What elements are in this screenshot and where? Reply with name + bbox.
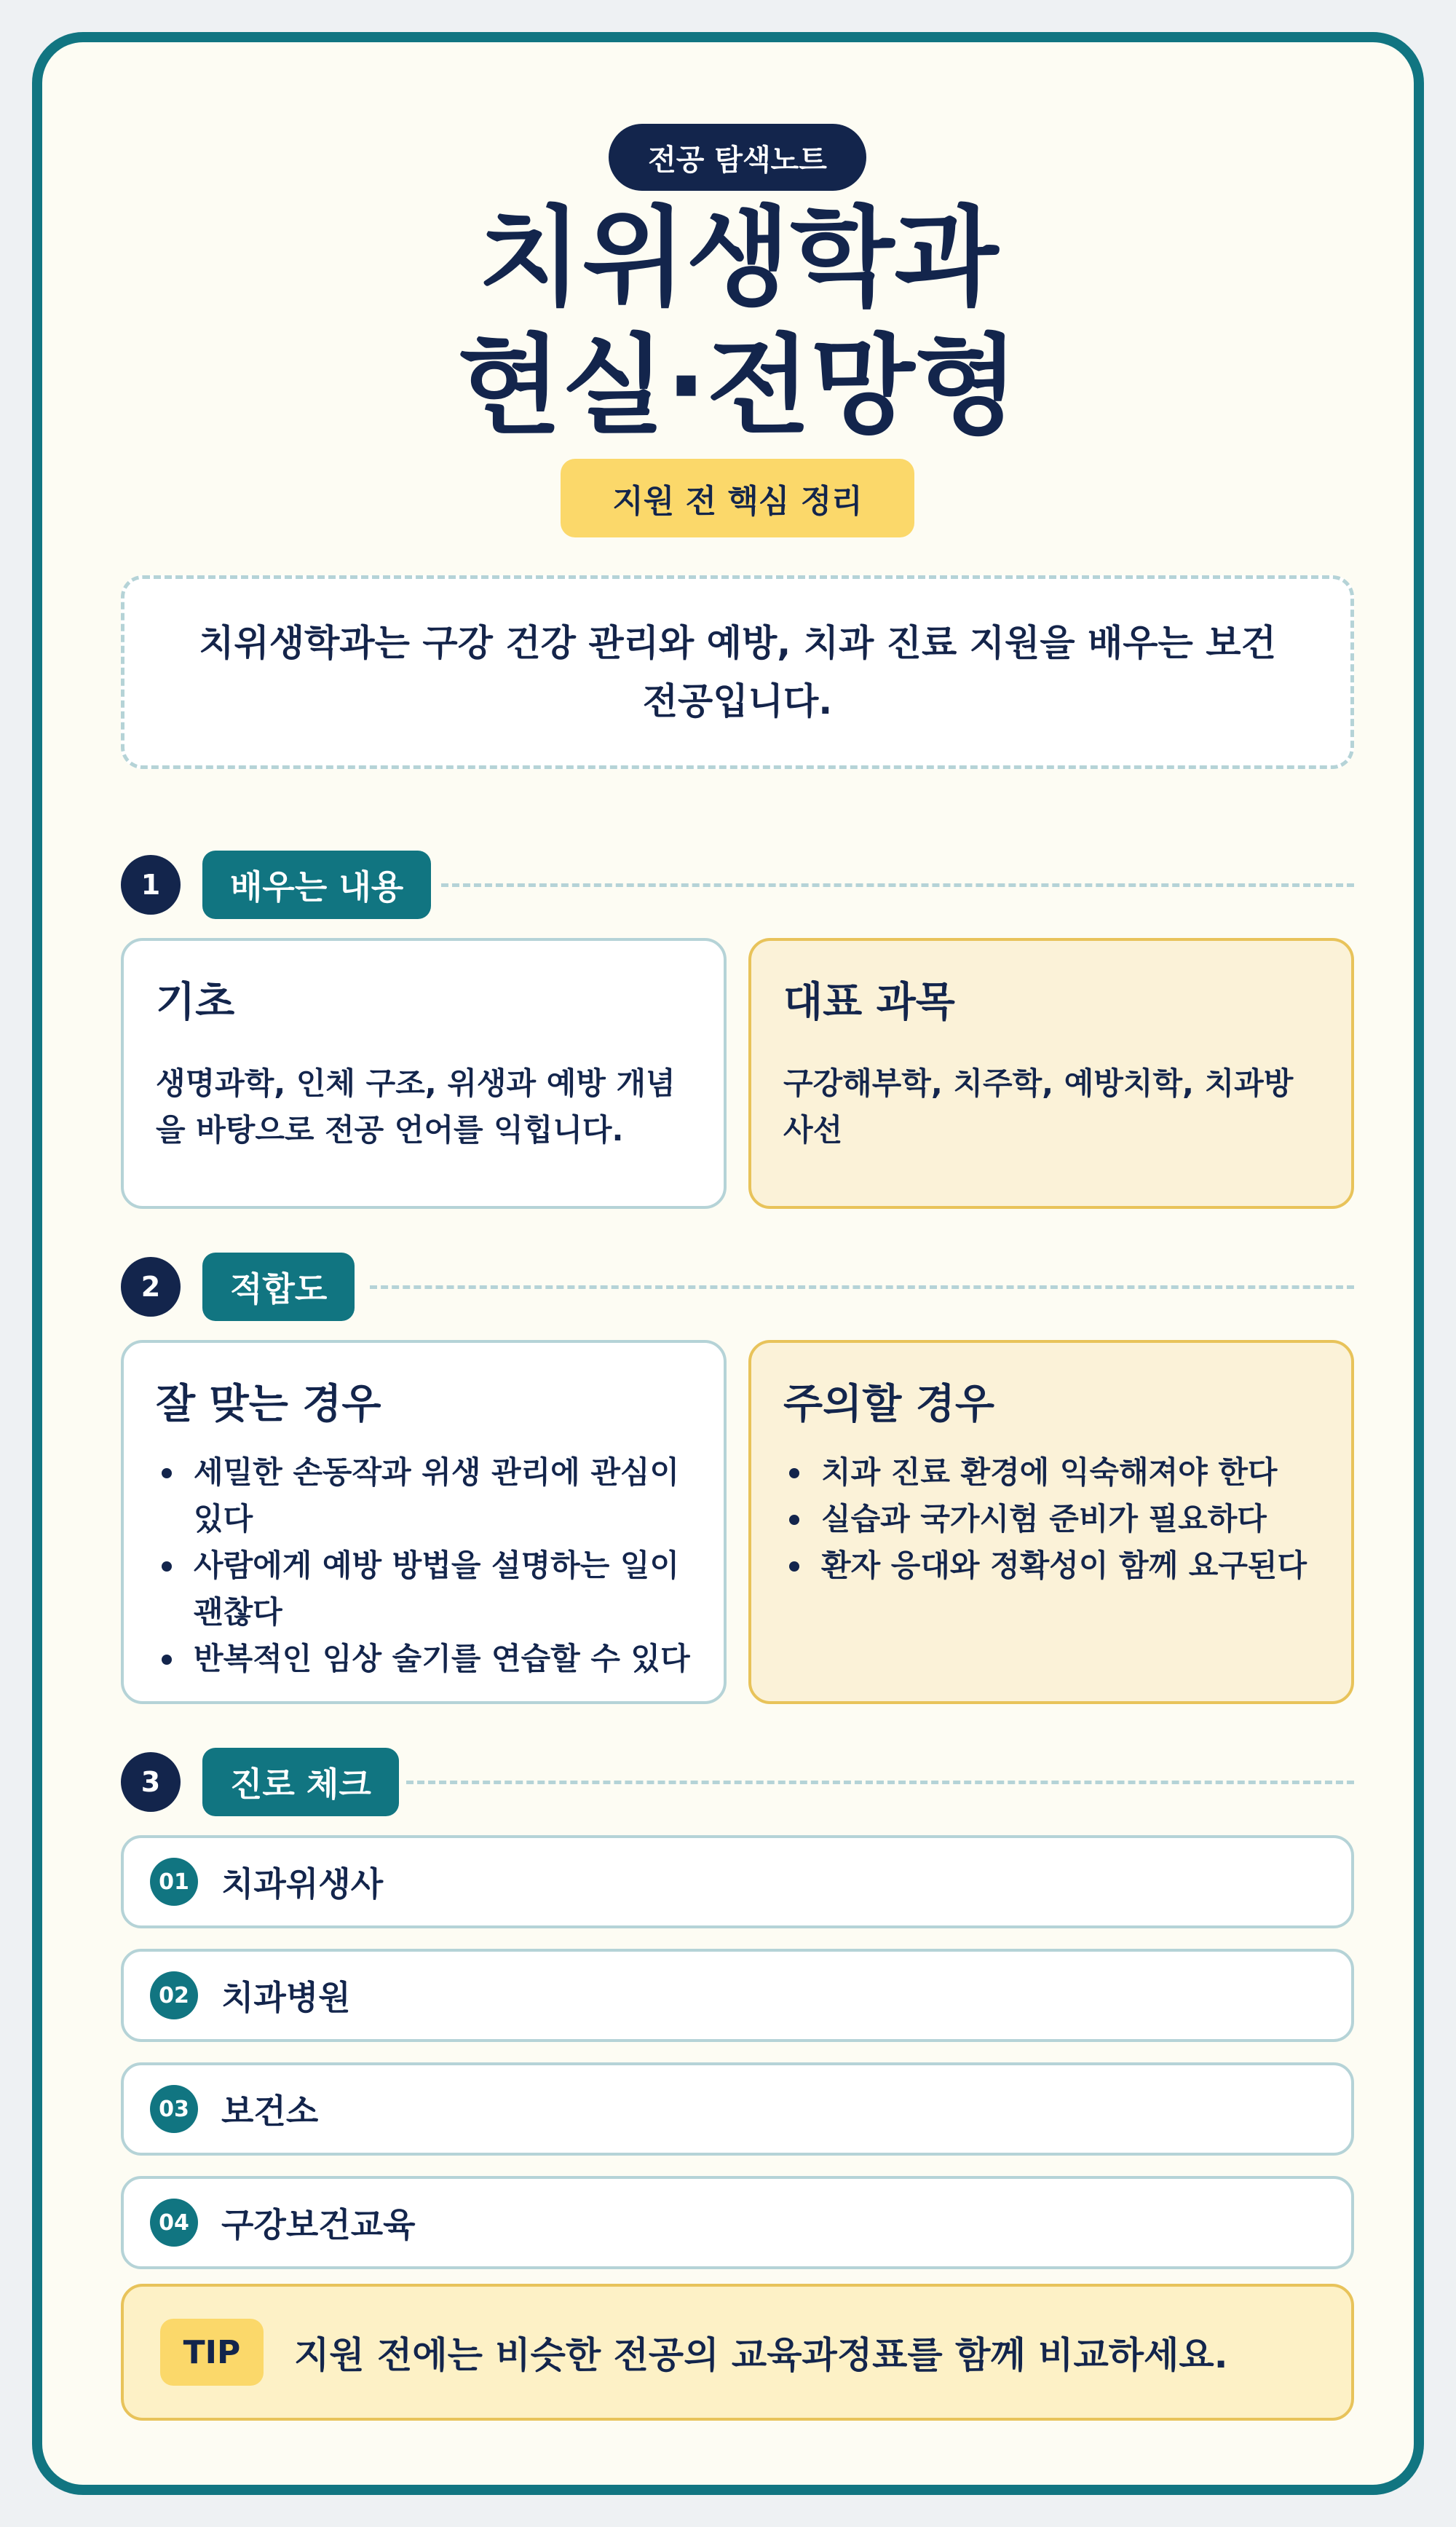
list-item: 세밀한 손동작과 위생 관리에 관심이 있다 bbox=[156, 1449, 692, 1542]
career-item-label: 치과위생사 bbox=[221, 1864, 384, 1904]
tip-text: 지원 전에는 비슷한 전공의 교육과정표를 함께 비교하세요. bbox=[294, 2334, 1228, 2376]
tip-badge: TIP bbox=[160, 2319, 264, 2386]
section-3-divider bbox=[406, 1781, 1354, 1784]
career-item-4 bbox=[121, 2176, 1354, 2269]
list-item: 사람에게 예방 방법을 설명하는 일이 괜찮다 bbox=[156, 1542, 692, 1636]
courses-card bbox=[748, 938, 1354, 1209]
note-card bbox=[32, 32, 1424, 2495]
courses-heading: 대표 과목 bbox=[783, 979, 955, 1026]
career-item-label: 치과병원 bbox=[221, 1978, 351, 2017]
section-1-number: 1 bbox=[121, 855, 181, 915]
list-item: 치과 진료 환경에 익숙해져야 한다 bbox=[783, 1449, 1319, 1496]
intro-box bbox=[121, 575, 1354, 769]
caution-heading: 주의할 경우 bbox=[783, 1381, 994, 1428]
basics-heading: 기초 bbox=[156, 979, 235, 1026]
career-item-label: 보건소 bbox=[221, 2092, 319, 2131]
good-fit-heading: 잘 맞는 경우 bbox=[156, 1381, 381, 1428]
career-item-3 bbox=[121, 2062, 1354, 2156]
career-item-number: 03 bbox=[150, 2085, 198, 2133]
list-item: 환자 응대와 정확성이 함께 요구된다 bbox=[783, 1542, 1319, 1589]
section-2-title: 적합도 bbox=[202, 1253, 355, 1321]
career-item-2 bbox=[121, 1949, 1354, 2042]
career-item-number: 01 bbox=[150, 1858, 198, 1906]
header-badge: 전공 탐색노트 bbox=[609, 124, 866, 191]
section-3-number: 3 bbox=[121, 1752, 181, 1812]
caution-card bbox=[748, 1340, 1354, 1704]
section-3-title: 진로 체크 bbox=[202, 1748, 399, 1816]
page-title-line2: 현실·전망형 bbox=[457, 323, 1019, 449]
career-item-number: 04 bbox=[150, 2199, 198, 2247]
tip-box bbox=[121, 2284, 1354, 2421]
career-item-label: 구강보건교육 bbox=[221, 2205, 416, 2244]
section-1-title: 배우는 내용 bbox=[202, 851, 431, 919]
courses-text: 구강해부학, 치주학, 예방치학, 치과방사선 bbox=[783, 1065, 1294, 1148]
career-item-1 bbox=[121, 1835, 1354, 1928]
list-item: 실습과 국가시험 준비가 필요하다 bbox=[783, 1496, 1319, 1542]
caution-list bbox=[783, 1449, 1319, 1589]
good-fit-card bbox=[121, 1340, 727, 1704]
section-1-divider bbox=[441, 883, 1354, 887]
list-item: 반복적인 임상 술기를 연습할 수 있다 bbox=[156, 1636, 692, 1682]
career-item-number: 02 bbox=[150, 1971, 198, 2019]
good-fit-list bbox=[156, 1449, 692, 1682]
intro-text: 치위생학과는 구강 건강 관리와 예방, 치과 진료 지원을 배우는 보건 전공입니다. bbox=[199, 622, 1276, 722]
section-2-divider bbox=[370, 1285, 1354, 1289]
basics-text: 생명과학, 인체 구조, 위생과 예방 개념을 바탕으로 전공 언어를 익힙니다. bbox=[156, 1065, 676, 1148]
basics-card bbox=[121, 938, 727, 1209]
section-2-number: 2 bbox=[121, 1257, 181, 1317]
subtitle-badge: 지원 전 핵심 정리 bbox=[561, 459, 914, 537]
page-title-line1: 치위생학과 bbox=[478, 195, 999, 320]
